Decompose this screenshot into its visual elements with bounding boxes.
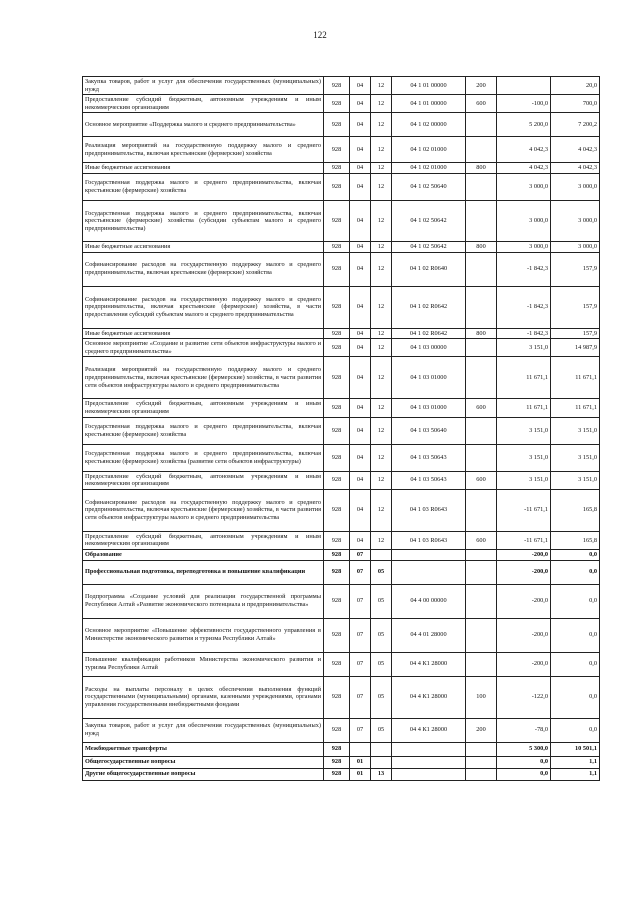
row-gr: 928: [324, 718, 350, 742]
table-row: [83, 77, 600, 95]
row-gr: 928: [324, 417, 350, 444]
row-rz: 04: [350, 357, 371, 399]
row-change: 3 151,0: [497, 444, 551, 471]
row-gr: 928: [324, 768, 350, 780]
row-vr: 800: [466, 163, 497, 174]
table-row: [83, 399, 600, 417]
row-rz: 04: [350, 286, 371, 328]
row-gr: 928: [324, 77, 350, 95]
row-total: 3 151,0: [551, 444, 600, 471]
row-name: Предоставление субсидий бюджетным, автономным учреждениям и иным некоммерческим организациям: [83, 471, 324, 489]
row-rz: 04: [350, 417, 371, 444]
row-pr: [371, 549, 392, 560]
row-csr: 04 4 К1 28000: [392, 652, 466, 676]
row-rz: 07: [350, 584, 371, 618]
row-vr: 600: [466, 531, 497, 549]
table-row: [83, 357, 600, 399]
row-rz: 04: [350, 137, 371, 163]
row-csr: 04 4 01 28000: [392, 618, 466, 652]
row-vr: [466, 417, 497, 444]
budget-table: [82, 76, 600, 781]
table-row: [83, 137, 600, 163]
row-rz: 04: [350, 339, 371, 357]
row-vr: [466, 137, 497, 163]
row-total: 157,9: [551, 328, 600, 339]
table-row: [83, 241, 600, 252]
row-total: 0,0: [551, 549, 600, 560]
row-vr: [466, 742, 497, 756]
row-vr: [466, 113, 497, 137]
table-row: [83, 163, 600, 174]
row-total: 11 671,1: [551, 357, 600, 399]
row-vr: 600: [466, 399, 497, 417]
row-csr: 04 1 01 00000: [392, 77, 466, 95]
row-pr: 12: [371, 77, 392, 95]
row-vr: [466, 618, 497, 652]
row-total: 0,0: [551, 652, 600, 676]
row-pr: [371, 742, 392, 756]
row-csr: 04 1 02 01000: [392, 137, 466, 163]
row-name: Реализация мероприятий на государственную поддержку малого и среднего предпринимательства, включая крестьянские (фермерские) хозяйства: [83, 137, 324, 163]
row-name: Софинансирование расходов на государственную поддержку малого и среднего предпринимательства, включая крестьянские (фермерские) хозяйства, в части предоставления субсидий субъектам малого и среднего предпринимательства: [83, 286, 324, 328]
row-rz: 04: [350, 200, 371, 241]
page-number: 122: [313, 30, 327, 40]
row-change: 3 151,0: [497, 417, 551, 444]
row-gr: 928: [324, 200, 350, 241]
table-row: [83, 417, 600, 444]
row-vr: [466, 200, 497, 241]
row-gr: 928: [324, 676, 350, 718]
row-total: 3 000,0: [551, 200, 600, 241]
row-gr: 928: [324, 95, 350, 113]
row-pr: 12: [371, 286, 392, 328]
row-csr: 04 1 02 50640: [392, 173, 466, 200]
row-csr: [392, 549, 466, 560]
row-pr: 12: [371, 113, 392, 137]
row-change: -200,0: [497, 560, 551, 584]
row-pr: [371, 756, 392, 768]
row-change: 3 000,0: [497, 241, 551, 252]
row-total: 1,1: [551, 768, 600, 780]
row-csr: 04 1 02 01000: [392, 163, 466, 174]
row-name: Повышение квалификации работников Министерства экономического развития и туризма Республики Алтай: [83, 652, 324, 676]
row-change: 4 042,3: [497, 163, 551, 174]
row-total: 10 501,1: [551, 742, 600, 756]
row-vr: 100: [466, 676, 497, 718]
table-row: [83, 560, 600, 584]
row-csr: 04 1 03 50643: [392, 471, 466, 489]
row-gr: 928: [324, 286, 350, 328]
row-rz: [350, 742, 371, 756]
row-gr: 928: [324, 549, 350, 560]
table-row: [83, 173, 600, 200]
table-row: [83, 531, 600, 549]
row-change: -11 671,1: [497, 489, 551, 531]
table-row: [83, 676, 600, 718]
row-rz: 04: [350, 328, 371, 339]
row-csr: [392, 768, 466, 780]
row-csr: 04 1 03 R0643: [392, 489, 466, 531]
row-gr: 928: [324, 137, 350, 163]
table-row: [83, 328, 600, 339]
row-pr: 12: [371, 200, 392, 241]
row-pr: 12: [371, 95, 392, 113]
row-change: -100,0: [497, 95, 551, 113]
row-pr: 12: [371, 444, 392, 471]
row-csr: 04 1 03 00000: [392, 339, 466, 357]
row-vr: 800: [466, 241, 497, 252]
row-vr: [466, 756, 497, 768]
row-change: -200,0: [497, 584, 551, 618]
row-gr: 928: [324, 399, 350, 417]
row-change: 11 671,1: [497, 357, 551, 399]
row-vr: [466, 173, 497, 200]
row-gr: 928: [324, 173, 350, 200]
row-rz: 07: [350, 676, 371, 718]
row-name: Другие общегосударственные вопросы: [83, 768, 324, 780]
row-total: 20,0: [551, 77, 600, 95]
row-total: 0,0: [551, 718, 600, 742]
table-row: [83, 584, 600, 618]
row-rz: 04: [350, 77, 371, 95]
row-change: 3 151,0: [497, 339, 551, 357]
row-csr: 04 4 К1 28000: [392, 676, 466, 718]
row-pr: 12: [371, 399, 392, 417]
row-csr: 04 1 03 50640: [392, 417, 466, 444]
row-rz: 04: [350, 252, 371, 286]
row-total: 4 042,3: [551, 137, 600, 163]
row-vr: [466, 489, 497, 531]
row-rz: 04: [350, 113, 371, 137]
row-gr: 928: [324, 241, 350, 252]
row-vr: [466, 357, 497, 399]
row-pr: 05: [371, 718, 392, 742]
row-gr: 928: [324, 328, 350, 339]
row-pr: 12: [371, 252, 392, 286]
row-name: Предоставление субсидий бюджетным, автономным учреждениям и иным некоммерческим организациям: [83, 531, 324, 549]
row-rz: 07: [350, 560, 371, 584]
table-row: [83, 618, 600, 652]
row-name: Софинансирование расходов на государственную поддержку малого и среднего предпринимательства, включая крестьянские (фермерские) хозяйства: [83, 252, 324, 286]
row-vr: [466, 339, 497, 357]
row-total: 7 200,2: [551, 113, 600, 137]
row-total: 0,0: [551, 584, 600, 618]
row-pr: 05: [371, 676, 392, 718]
row-rz: 07: [350, 549, 371, 560]
table-row: [83, 200, 600, 241]
row-rz: 04: [350, 531, 371, 549]
row-pr: 12: [371, 531, 392, 549]
row-change: 0,0: [497, 768, 551, 780]
row-change: -1 842,3: [497, 252, 551, 286]
row-gr: 928: [324, 531, 350, 549]
row-pr: 05: [371, 618, 392, 652]
row-vr: [466, 286, 497, 328]
row-name: Государственная поддержка малого и среднего предпринимательства, включая крестьянские (фермерские) хозяйства (субсидии субъектам малого и среднего предпринимательства): [83, 200, 324, 241]
row-pr: 05: [371, 652, 392, 676]
row-gr: 928: [324, 756, 350, 768]
row-total: 11 671,1: [551, 399, 600, 417]
row-total: 4 042,3: [551, 163, 600, 174]
table-row: [83, 489, 600, 531]
row-name: Профессиональная подготовка, переподготовка и повышение квалификации: [83, 560, 324, 584]
table-row: [83, 549, 600, 560]
row-rz: 07: [350, 718, 371, 742]
row-total: 0,0: [551, 618, 600, 652]
row-vr: [466, 584, 497, 618]
row-vr: [466, 768, 497, 780]
row-change: -1 842,3: [497, 328, 551, 339]
table-row: [83, 756, 600, 768]
row-name: Основное мероприятие «Создание и развитие сети объектов инфраструктуры малого и среднего предпринимательства»: [83, 339, 324, 357]
row-rz: 01: [350, 768, 371, 780]
row-pr: 13: [371, 768, 392, 780]
row-gr: 928: [324, 560, 350, 584]
row-vr: [466, 444, 497, 471]
row-name: Государственная поддержка малого и среднего предпринимательства, включая крестьянские (фермерские) хозяйства: [83, 173, 324, 200]
row-change: -78,0: [497, 718, 551, 742]
table-row: [83, 718, 600, 742]
row-rz: 07: [350, 618, 371, 652]
row-change: 3 151,0: [497, 471, 551, 489]
row-csr: [392, 756, 466, 768]
row-csr: 04 1 02 50642: [392, 241, 466, 252]
table-row: [83, 471, 600, 489]
row-total: 3 000,0: [551, 241, 600, 252]
row-csr: 04 1 02 50642: [392, 200, 466, 241]
row-csr: [392, 560, 466, 584]
row-name: Подпрограмма «Создание условий для реализации государственной программы Республики Алтай «Развитие экономического потенциала и предпринимательства»: [83, 584, 324, 618]
row-name: Иные бюджетные ассигнования: [83, 241, 324, 252]
row-name: Предоставление субсидий бюджетным, автономным учреждениям и иным некоммерческим организациям: [83, 399, 324, 417]
row-gr: 928: [324, 163, 350, 174]
row-gr: 928: [324, 113, 350, 137]
row-name: Расходы на выплаты персоналу в целях обеспечения выполнения функций государственными (муниципальными) органами, казенными учреждениями, органами управления государственными внебюджетными фондами: [83, 676, 324, 718]
row-name: Иные бюджетные ассигнования: [83, 163, 324, 174]
row-change: 11 671,1: [497, 399, 551, 417]
table-row: [83, 113, 600, 137]
row-total: 157,9: [551, 252, 600, 286]
row-pr: 12: [371, 241, 392, 252]
row-rz: 04: [350, 471, 371, 489]
row-gr: 928: [324, 252, 350, 286]
row-rz: 04: [350, 241, 371, 252]
row-change: 0,0: [497, 756, 551, 768]
row-total: 1,1: [551, 756, 600, 768]
row-total: 157,9: [551, 286, 600, 328]
row-name: Основное мероприятие «Поддержка малого и среднего предпринимательства»: [83, 113, 324, 137]
table-row: [83, 95, 600, 113]
table-row: [83, 742, 600, 756]
row-name: Реализация мероприятий на государственную поддержку малого и среднего предпринимательства, включая крестьянские (фермерские) хозяйства, в части развития сети объектов инфраструктуры малого и среднего предпринимательства: [83, 357, 324, 399]
row-name: Софинансирование расходов на государственную поддержку малого и среднего предпринимательства, включая крестьянские (фермерские) хозяйства, в части развития сети объектов инфраструктуры малого и среднего предпринимательства: [83, 489, 324, 531]
row-name: Основное мероприятие «Повышение эффективности государственного управления в Министерстве экономического развития и туризма Республики Алтай»: [83, 618, 324, 652]
row-pr: 12: [371, 489, 392, 531]
row-name: Межбюджетные трансферты: [83, 742, 324, 756]
row-csr: [392, 742, 466, 756]
row-rz: 01: [350, 756, 371, 768]
row-pr: 12: [371, 137, 392, 163]
row-vr: 800: [466, 328, 497, 339]
row-gr: 928: [324, 357, 350, 399]
table-row: [83, 339, 600, 357]
row-gr: 928: [324, 618, 350, 652]
row-rz: 04: [350, 489, 371, 531]
table-row: [83, 252, 600, 286]
row-change: -122,0: [497, 676, 551, 718]
row-change: 4 042,3: [497, 137, 551, 163]
row-name: Общегосударственные вопросы: [83, 756, 324, 768]
row-gr: 928: [324, 471, 350, 489]
row-csr: 04 1 02 R0642: [392, 328, 466, 339]
row-name: Иные бюджетные ассигнования: [83, 328, 324, 339]
row-total: 165,8: [551, 531, 600, 549]
row-vr: [466, 549, 497, 560]
row-csr: 04 1 02 R0640: [392, 252, 466, 286]
row-name: Предоставление субсидий бюджетным, автономным учреждениям и иным некоммерческим организациям: [83, 95, 324, 113]
row-gr: 928: [324, 489, 350, 531]
row-csr: 04 1 03 01000: [392, 399, 466, 417]
row-name: Закупка товаров, работ и услуг для обеспечения государственных (муниципальных) нужд: [83, 718, 324, 742]
row-vr: 200: [466, 77, 497, 95]
row-total: 0,0: [551, 560, 600, 584]
row-vr: 200: [466, 718, 497, 742]
row-change: 3 000,0: [497, 173, 551, 200]
row-vr: 600: [466, 471, 497, 489]
row-total: 3 000,0: [551, 173, 600, 200]
row-change: 5 200,0: [497, 113, 551, 137]
row-pr: 12: [371, 339, 392, 357]
row-vr: [466, 252, 497, 286]
row-gr: 928: [324, 339, 350, 357]
row-pr: 05: [371, 584, 392, 618]
row-name: Государственная поддержка малого и среднего предпринимательства, включая крестьянские (фермерские) хозяйства: [83, 417, 324, 444]
row-csr: 04 1 03 R0643: [392, 531, 466, 549]
row-vr: [466, 652, 497, 676]
row-total: 165,8: [551, 489, 600, 531]
row-csr: 04 4 00 00000: [392, 584, 466, 618]
row-pr: 05: [371, 560, 392, 584]
row-gr: 928: [324, 444, 350, 471]
row-change: 5 300,0: [497, 742, 551, 756]
row-vr: [466, 560, 497, 584]
row-change: -1 842,3: [497, 286, 551, 328]
table-row: [83, 286, 600, 328]
row-change: 3 000,0: [497, 200, 551, 241]
row-total: 14 987,9: [551, 339, 600, 357]
row-change: [497, 77, 551, 95]
row-pr: 12: [371, 163, 392, 174]
row-csr: 04 1 03 01000: [392, 357, 466, 399]
row-csr: 04 4 К1 28000: [392, 718, 466, 742]
row-csr: 04 1 03 50643: [392, 444, 466, 471]
row-rz: 04: [350, 399, 371, 417]
table-row: [83, 444, 600, 471]
row-pr: 12: [371, 173, 392, 200]
row-name: Государственная поддержка малого и среднего предпринимательства, включая крестьянские (фермерские) хозяйства (развитие сети объектов инфраструктуры): [83, 444, 324, 471]
row-total: 3 151,0: [551, 417, 600, 444]
row-change: -200,0: [497, 652, 551, 676]
row-gr: 928: [324, 742, 350, 756]
row-pr: 12: [371, 471, 392, 489]
row-gr: 928: [324, 652, 350, 676]
row-vr: 600: [466, 95, 497, 113]
row-name: Закупка товаров, работ и услуг для обеспечения государственных (муниципальных) нужд: [83, 77, 324, 95]
row-rz: 04: [350, 173, 371, 200]
row-rz: 04: [350, 444, 371, 471]
table-row: [83, 768, 600, 780]
row-rz: 04: [350, 163, 371, 174]
row-pr: 12: [371, 328, 392, 339]
row-change: -200,0: [497, 618, 551, 652]
row-csr: 04 1 01 00000: [392, 95, 466, 113]
row-change: -200,0: [497, 549, 551, 560]
row-name: Образование: [83, 549, 324, 560]
row-csr: 04 1 02 R0642: [392, 286, 466, 328]
row-rz: 04: [350, 95, 371, 113]
row-total: 700,0: [551, 95, 600, 113]
row-total: 0,0: [551, 676, 600, 718]
row-pr: 12: [371, 417, 392, 444]
row-pr: 12: [371, 357, 392, 399]
row-gr: 928: [324, 584, 350, 618]
row-rz: 07: [350, 652, 371, 676]
row-csr: 04 1 02 00000: [392, 113, 466, 137]
row-change: -11 671,1: [497, 531, 551, 549]
row-total: 3 151,0: [551, 471, 600, 489]
table-row: [83, 652, 600, 676]
